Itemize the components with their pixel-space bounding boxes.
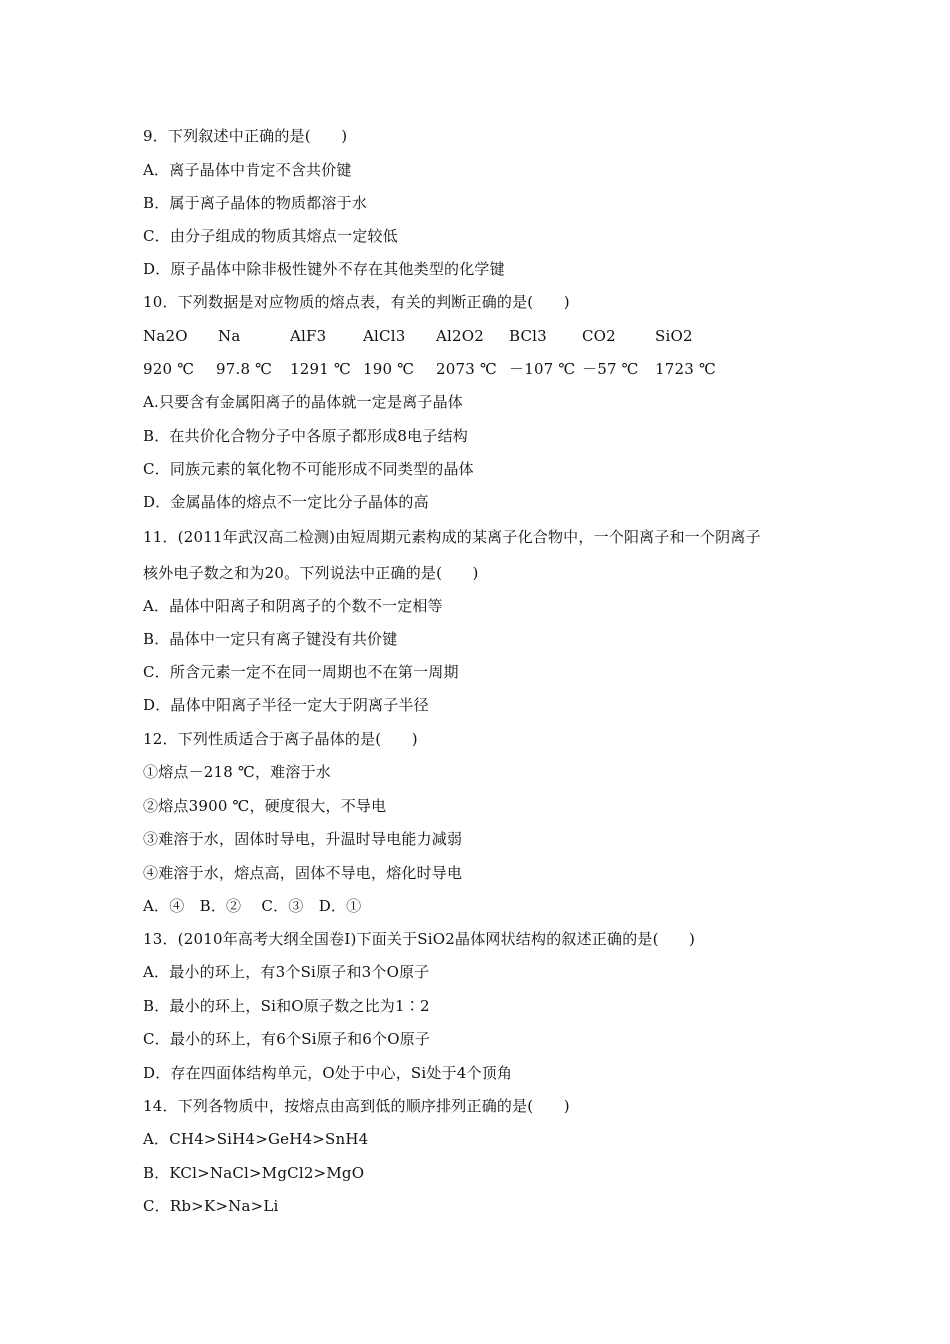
melting-point-cell: －57 ℃ xyxy=(582,360,639,378)
q13-option-b: B．最小的环上，Si和O原子数之比为1∶2 xyxy=(143,997,430,1015)
q10-option-c: C．同族元素的氧化物不可能形成不同类型的晶体 xyxy=(143,460,474,478)
q13-stem: 13．(2010年高考大纲全国卷Ⅰ)下面关于SiO2晶体网状结构的叙述正确的是( ) xyxy=(143,930,696,948)
q10-substance-row xyxy=(0,326,950,346)
q10-option-d: D．金属晶体的熔点不一定比分子晶体的高 xyxy=(143,493,429,511)
melting-point-cell: 97.8 ℃ xyxy=(216,360,273,378)
q9-option-c: C．由分子组成的物质其熔点一定较低 xyxy=(143,227,398,245)
substance-cell: Na xyxy=(218,327,241,345)
substance-cell: Na2O xyxy=(143,327,188,345)
q14-option-b: B．KCl>NaCl>MgCl2>MgO xyxy=(143,1164,365,1182)
q12-item-1: ①熔点－218 ℃，难溶于水 xyxy=(143,763,331,781)
q9-option-d: D．原子晶体中除非极性键外不存在其他类型的化学键 xyxy=(143,260,505,278)
q12-item-3: ③难溶于水，固体时导电，升温时导电能力减弱 xyxy=(143,830,463,848)
q11-option-d: D．晶体中阳离子半径一定大于阴离子半径 xyxy=(143,696,429,714)
melting-point-cell: 190 ℃ xyxy=(363,360,415,378)
q9-stem: 9．下列叙述中正确的是( ) xyxy=(143,127,348,145)
q14-option-a: A．CH4>SiH4>GeH4>SnH4 xyxy=(143,1130,369,1148)
q11-stem-line1: 11．(2011年武汉高二检测)由短周期元素构成的某离子化合物中，一个阳离子和一个阴离子 xyxy=(143,528,761,546)
substance-cell: SiO2 xyxy=(655,327,693,345)
melting-point-cell: －107 ℃ xyxy=(509,360,576,378)
q13-option-d: D．存在四面体结构单元，O处于中心，Si处于4个顶角 xyxy=(143,1064,513,1082)
q13-option-a: A．最小的环上，有3个Si原子和3个O原子 xyxy=(143,963,430,981)
q10-option-b: B．在共价化合物分子中各原子都形成8电子结构 xyxy=(143,427,468,445)
q11-stem-line2: 核外电子数之和为20。下列说法中正确的是( ) xyxy=(143,564,479,582)
q14-option-c: C．Rb>K>Na>Li xyxy=(143,1197,279,1215)
melting-point-cell: 1723 ℃ xyxy=(655,360,716,378)
q14-stem: 14．下列各物质中，按熔点由高到低的顺序排列正确的是( ) xyxy=(143,1097,570,1115)
q11-option-b: B．晶体中一定只有离子键没有共价键 xyxy=(143,630,398,648)
q12-stem: 12．下列性质适合于离子晶体的是( ) xyxy=(143,730,418,748)
substance-cell: AlCl3 xyxy=(363,327,406,345)
q10-melting-point-row xyxy=(0,359,950,379)
q11-option-c: C．所含元素一定不在同一周期也不在第一周期 xyxy=(143,663,459,681)
q13-option-c: C．最小的环上，有6个Si原子和6个O原子 xyxy=(143,1030,431,1048)
substance-cell: AlF3 xyxy=(290,327,327,345)
q10-option-a: A.只要含有金属阳离子的晶体就一定是离子晶体 xyxy=(143,393,464,411)
q12-item-2: ②熔点3900 ℃，硬度很大，不导电 xyxy=(143,797,387,815)
melting-point-cell: 920 ℃ xyxy=(143,360,195,378)
q12-item-4: ④难溶于水，熔点高，固体不导电，熔化时导电 xyxy=(143,864,463,882)
q11-option-a: A．晶体中阳离子和阴离子的个数不一定相等 xyxy=(143,597,443,615)
substance-cell: BCl3 xyxy=(509,327,547,345)
substance-cell: Al2O2 xyxy=(436,327,485,345)
q9-option-a: A．离子晶体中肯定不含共价键 xyxy=(143,161,352,179)
melting-point-cell: 1291 ℃ xyxy=(290,360,351,378)
q12-options: A．④ B．② C．③ D．① xyxy=(143,897,362,915)
q9-option-b: B．属于离子晶体的物质都溶于水 xyxy=(143,194,368,212)
substance-cell: CO2 xyxy=(582,327,616,345)
melting-point-cell: 2073 ℃ xyxy=(436,360,497,378)
q10-stem: 10．下列数据是对应物质的熔点表，有关的判断正确的是( ) xyxy=(143,293,570,311)
